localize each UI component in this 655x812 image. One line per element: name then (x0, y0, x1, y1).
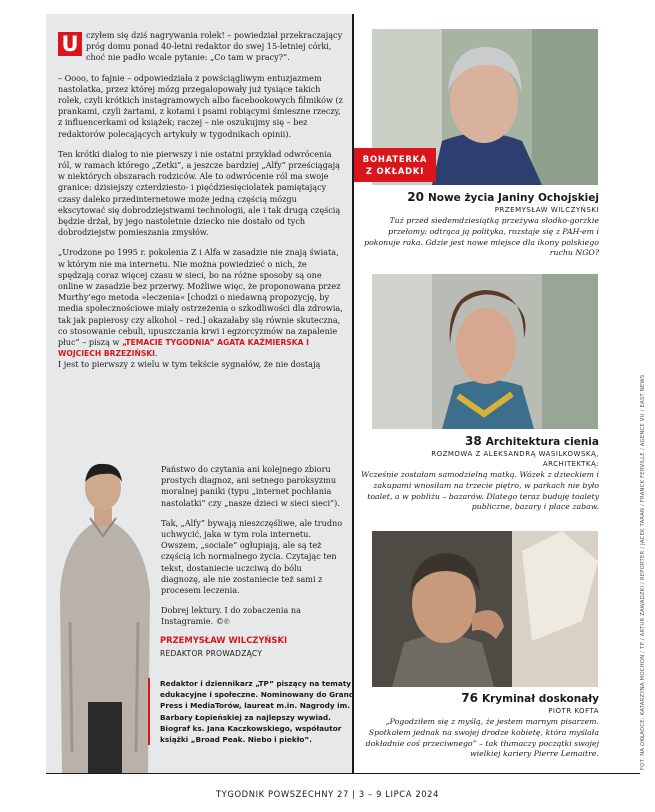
page-number: 76 (461, 691, 478, 705)
editorial-paragraph-4: „Urodzone po 1995 r. pokolenia Z i Alfa w zasadzie nie znają świata, w którym nie ma internetu. Nie można powiedzieć o nich, że spędzają coraz więcej czasu w sieci, bo na różne sposoby są one online w zasadzie bez przerwy. Możliwe więc, że proponowana przez Murthy’ego metoda »leczenia« [chodzi o niedawną propozycję, by media społecznościowe miały ostrzeżenia o szkodliwości dla zdrowia, tak jak papierosy czy alkohol – red.] okazałaby się równie skuteczna, co stosowanie cebuli, upuszczania krwi i egzorcyzmów na zapalenie płuc” – piszą w „TEMACIE TYGODNIA” AGATA KAŹMIERSKA I WOJCIECH BRZEZIŃSKI. (58, 247, 343, 359)
author-name: PRZEMYSŁAW WILCZYŃSKI (160, 635, 288, 645)
editorial-paragraph-5: I jest to pierwszy z wielu w tym tekście sygnałów, że nie dostają (58, 359, 321, 370)
editorial-paragraph-6: Państwo do czytania ani kolejnego zbioru prostych diagnoz, ani setnego paroksyzmu moralnej paniki (typu „internet pochłania nastolatki” czy „nasze dzieci w sieci sieci”). (161, 464, 340, 508)
article-title: Architektura cienia (485, 436, 599, 448)
article-author: PRZEMYSŁAW WILCZYŃSKI (494, 206, 599, 214)
editorial-text-wrap (161, 464, 343, 628)
author-role: REDAKTOR PROWADZĄCY (160, 649, 263, 658)
editorial-paragraph-7: Tak, „Alfy” bywają nieszczęśliwe, ale trudno uchwycić, jaka w tym rola internetu. Owszem, „sociale” ogłupiają, ale są też częścią ich normalnego życia. Czytając ten tekst, dostaniecie uczciwą do bólu diagnozę, ale nie zostaniecie też sami z procesem leczenia. (161, 517, 343, 596)
feature-reference[interactable]: „TEMACIE TYGODNIA” AGATA KAŹMIERSKA I WOJCIECH BRZEZIŃSKI (58, 338, 310, 359)
editorial-signoff: Dobrej lektury. I do zobaczenia na Instagramie. ©℗ (161, 605, 301, 627)
editorial-paragraph-1: czyłem się dziś nagrywania rolek! – powiedział przekraczający próg domu ponad 40-letni redaktor do swej 15-letniej córki, choć nie padło wcale pytanie: „Co tam w pracy?”. (86, 30, 343, 63)
author-bio: Redaktor i dziennikarz „TP” piszący na tematy edukacyjne i społeczne. Nominowany do Grand Press i MediaTorów, laureat m.in. Nagrody im. Barbary Łopieńskiej za najlepszy wywiad. Biograf ks. Jana Kaczkowskiego, współautor książki „Broad Peak. Niebo i piekło”. (148, 678, 360, 745)
page-footer: TYGODNIK POWSZECHNY 27 | 3 – 9 LIPCA 2024 (215, 789, 440, 799)
article-lead: Wcześnie zostałam samodzielną matką. Wózek z dzieckiem i zakupami wnosiłam na trzecie piętro, w parkach nie było toalet, a w pobliżu – bazarów. Dlatego teraz buduję toalety publiczne, bazary i place zabaw. (361, 470, 599, 512)
toc-item[interactable] (349, 434, 599, 513)
photo-aleksandra-wasilkowska[interactable] (372, 274, 598, 429)
editorial-paragraph-2: – Oooo, to fajnie – odpowiedziała z powściągliwym entuzjazmem nastolatka, przez której mózg przegalopowały już tysiące takich rolek, czyli krótkich instagramowych albo facebookowych filmików (z prankami, czyli żartami, z kotami i psami robiącymi śmieszne rzeczy, z influencerkami od książek; raczej – nie oszukujmy się – bez redaktorów polecających artykuły w tygodnikach opinii). (58, 72, 343, 139)
article-title: Nowe życia Janiny Ochojskiej (427, 192, 599, 204)
toc-item[interactable] (349, 691, 599, 760)
article-author: PIOTR KOFTA (548, 707, 599, 715)
article-author: ROZMOWA Z ALEKSANDRĄ WASILKOWSKĄ, ARCHITEKTKĄ: (431, 450, 599, 468)
editorial-paragraph-3: Ten krótki dialog to nie pierwszy i nie ostatni przykład odwrócenia ról, w ramach którego „Zetki”, a jeszcze bardziej „Alfy” prześciągają w niektórych obszarach rodziców. Ale to odwrócenie ról ma swoje granice: dzisiejszy czterdziesto- i pięćdziesięciolatek pamiętający czasy daleko przedinternetowe może jedną częścią mózgu ekscytować się dobrodziejstwami technologii, ale i tak drugą częścią będzie drżał, by jego nastoletnie dziecko nie dostało od tych dobrodziejstw pomieszania zmysłów. (58, 148, 341, 238)
article-lead: „Pogodziłem się z myślą, że jestem marnym pisarzem. Spotkałem jednak na swojej drodze kobietę, która myślała dokładnie coś przeciwnego” – tak tłumaczy początki swojej wielkiej kariery Pierre Lemaitre. (365, 717, 599, 759)
toc-item[interactable] (359, 190, 599, 259)
column-divider (352, 14, 354, 774)
editorial-text-top (58, 30, 345, 371)
author-photo (50, 452, 156, 774)
photo-credits: FOT. NA OKŁADCE: KATARZYNA MOCHOŃ / TP / ARTUR ZAWADZKI / REPORTER / JACEK TARAN / FRANCK FERVILLE / AGENCE VU / EAST NEWS (640, 374, 646, 770)
page-number: 20 (407, 190, 424, 204)
cover-heroine-badge: BOHATERKA Z OKŁADKI (354, 148, 436, 182)
dropcap: U (58, 32, 82, 56)
page-number: 38 (465, 434, 482, 448)
photo-pierre-lemaitre[interactable] (372, 531, 598, 687)
article-title: Kryminał doskonały (481, 693, 599, 705)
article-lead: Tuż przed siedemdziesiątką przeżywa słodko-gorzkie przełomy: odtrąca ją polityka, rozstaje się z PAH-em i pokonuje raka. Gdzie jest nowe miejsce dla ikony polskiego ruchu NGO? (364, 216, 599, 258)
bottom-rule (46, 773, 640, 774)
